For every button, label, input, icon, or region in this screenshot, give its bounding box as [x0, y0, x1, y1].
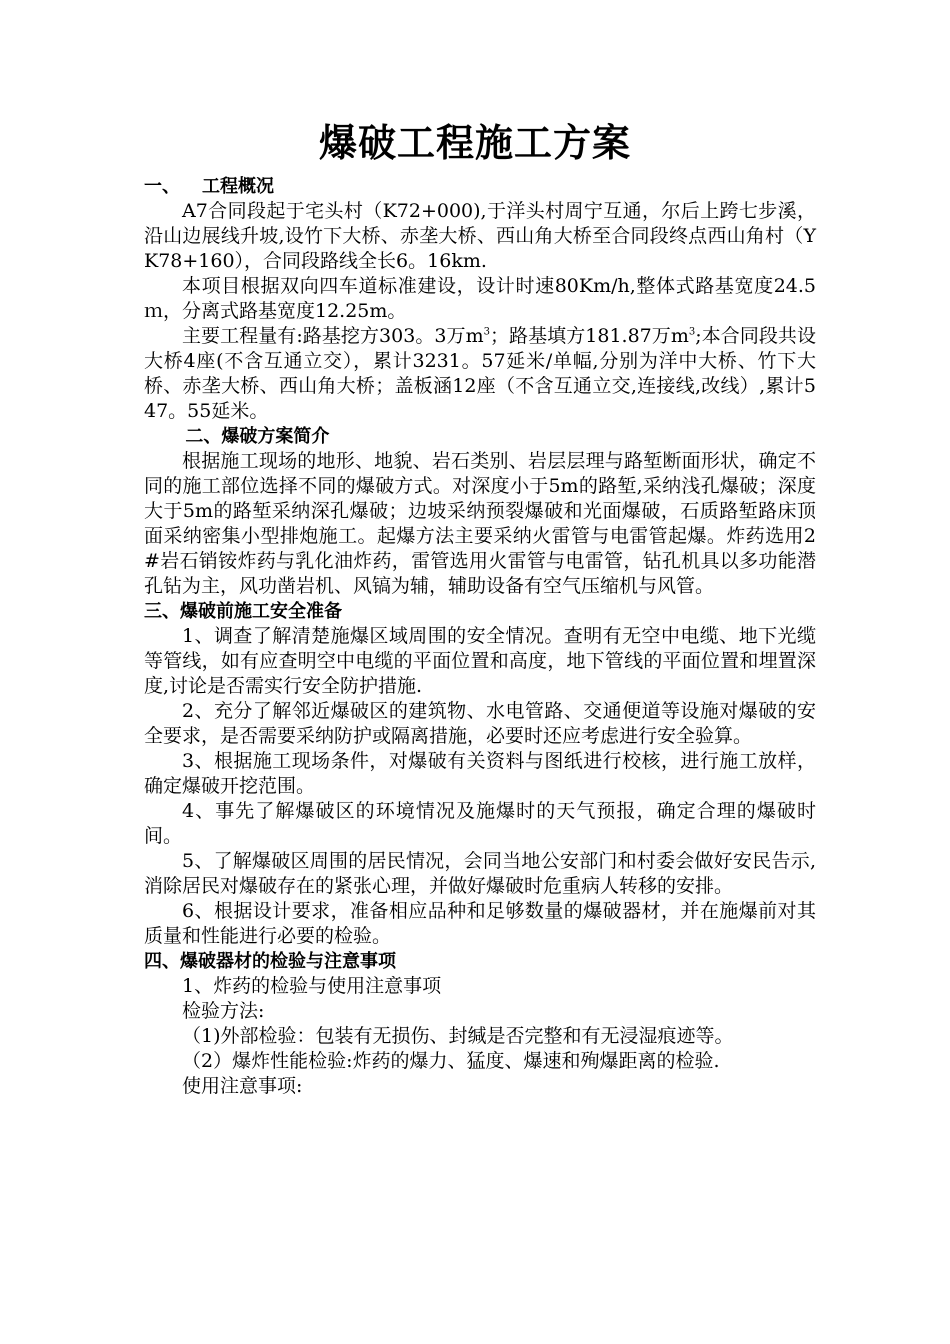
- cubic-superscript-2: 3: [688, 326, 696, 338]
- section-3-item-6: 6、根据设计要求，准备相应品种和足够数量的爆破器材，并在施爆前对其质量和性能进行必要的检验。: [144, 900, 816, 947]
- section-3-item-5: 5、了解爆破区周围的居民情况，会同当地公安部门和村委会做好安民告示,消除居民对爆破存在的紧张心理，并做好爆破时危重病人转移的安排。: [144, 850, 816, 897]
- inspection-method-label: 检验方法:: [182, 1000, 265, 1022]
- section-1-paragraph-3: [144, 324, 816, 424]
- usage-notes-label: 使用注意事项:: [182, 1075, 303, 1097]
- cubic-superscript-1: 3: [483, 326, 490, 338]
- section-3-item-3: 3、根据施工现场条件，对爆破有关资料与图纸进行校核，进行施工放样，确定爆破开挖范围。: [144, 750, 816, 797]
- inspection-item-2: （2）爆炸性能检验:炸药的爆力、猛度、爆速和殉爆距离的检验.: [182, 1050, 720, 1072]
- section-1-paragraph-1: A7合同段起于宅头村（K72+000),于洋头村周宁互通，尔后上跨七步溪，沿山边展线升坡,设竹下大桥、赤垄大桥、西山角大桥至合同段终点西山角村（YK78+160），合同段路线全长6。16km.: [144, 200, 816, 272]
- section-1-title: 工程概况: [202, 176, 274, 197]
- document-body: [144, 174, 816, 1099]
- section-4-subheading: 1、炸药的检验与使用注意事项: [182, 975, 442, 997]
- section-1-number: 一、: [144, 176, 180, 197]
- section-3-item-1: 1、调查了解清楚施爆区域周围的安全情况。查明有无空中电缆、地下光缆等管线，如有应查明空中电缆的平面位置和高度，地下管线的平面位置和埋置深度,讨论是否需实行安全防护措施.: [144, 625, 816, 697]
- section-2-heading: 二、爆破方案简介: [185, 426, 330, 447]
- section-1-heading: [144, 174, 816, 199]
- inspection-item-1: （1)外部检验：包装有无损伤、封缄是否完整和有无浸湿痕迹等。: [182, 1025, 734, 1047]
- section-3-heading: 三、爆破前施工安全准备: [144, 601, 342, 622]
- quantities-text-b: ；路基填方181.87万m: [489, 325, 689, 347]
- section-3-item-4: 4、事先了解爆破区的环境情况及施爆时的天气预报，确定合理的爆破时间。: [144, 800, 816, 847]
- quantities-text-c: ;本合同段共设大桥4座(不含互通立交），累计3231。57延米/单幅,分别为洋中大桥、竹下大桥、赤垄大桥、西山角大桥；盖板涵12座（不含互通立交,连接线,改线）,累计547。55延米。: [144, 325, 816, 422]
- document-title: 爆破工程施工方案: [318, 121, 631, 165]
- section-3-item-2: 2、充分了解邻近爆破区的建筑物、水电管路、交通便道等设施对爆破的安全要求，是否需要采纳防护或隔离措施，必要时还应考虑进行安全验算。: [144, 700, 816, 747]
- section-1-paragraph-2: 本项目根据双向四车道标准建设，设计时速80Km/h,整体式路基宽度24.5ｍ，分离式路基宽度12.25m。: [144, 275, 816, 322]
- quantities-text-a: 主要工程量有:路基挖方303。3万m: [182, 325, 484, 347]
- section-4-heading: 四、爆破器材的检验与注意事项: [144, 951, 396, 972]
- section-2-paragraph-1: 根据施工现场的地形、地貌、岩石类别、岩层层理与路堑断面形状，确定不同的施工部位选择不同的爆破方式。对深度小于5m的路堑,采纳浅孔爆破；深度大于5m的路堑采纳深孔爆破；边坡采纳预裂爆破和光面爆破，石质路堑路床顶面采纳密集小型排炮施工。起爆方法主要采纳火雷管与电雷管起爆。炸药选用2#岩石销铵炸药与乳化油炸药，雷管选用火雷管与电雷管，钻孔机具以多功能潜孔钻为主，风功凿岩机、风镐为辅，辅助设备有空气压缩机与风管。: [144, 450, 816, 597]
